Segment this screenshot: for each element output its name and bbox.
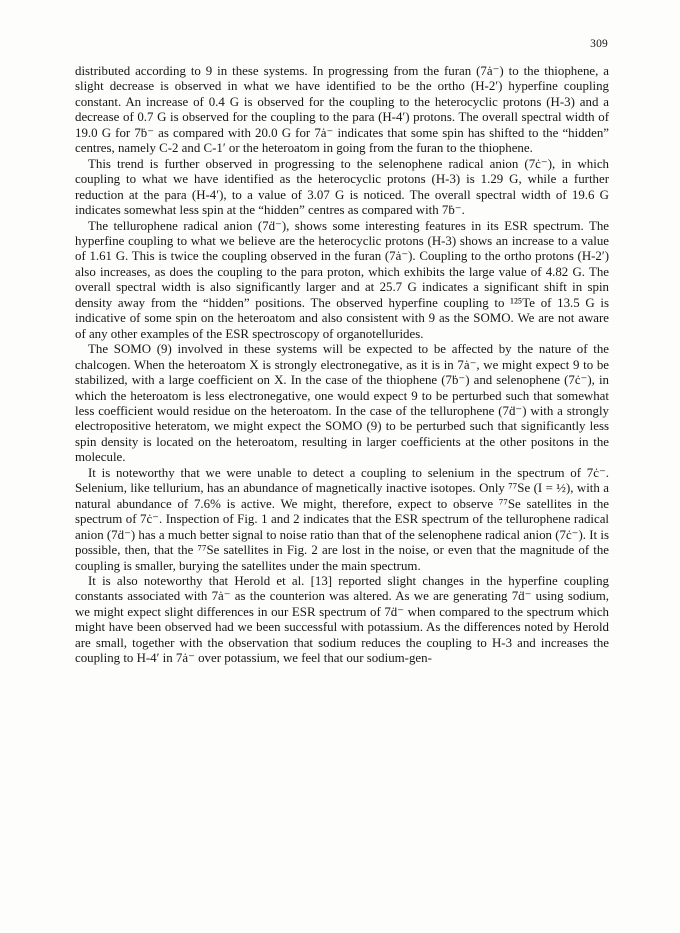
paragraph-1: distributed according to 9 in these systems. In progressing from the furan (7ȧ⁻) to the thiophene, a slight decrease is observed in what we have identified to be the ortho (H-2′) hyperfine coupling constant. An increase of 0.4 G is observed for the coupling to the heterocyclic protons (H-3) and a decrease of 0.7 G is observed for the coupling to the para (H-4′) protons. The overall spectral width of 19.0 G for 7ḃ⁻ as compared with 20.0 G for 7ȧ⁻ indicates that some spin has shifted to the “hidden” centres, namely C-2 and C-1′ or the heteroatom in going from the furan to the thiophene. [75,64,609,156]
paragraph-5: It is noteworthy that we were unable to detect a coupling to selenium in the spectrum of 7ċ⁻. Selenium, like tellurium, has an abundance of magnetically inactive isotopes. Only ⁷⁷Se (I = ½), with a natural abundance of 7.6% is active. We might, therefore, expect to observe ⁷⁷Se satellites in the spectrum of 7ċ⁻. Inspection of Fig. 1 and 2 indicates that the ESR spectrum of the tellurophene radical anion (7ḋ⁻) has a much better signal to noise ratio than that of the selenophene radical anion (7ċ⁻). It is possible, then, that the ⁷⁷Se satellites in Fig. 2 are lost in the noise, or even that the magnitude of the coupling is smaller, burying the satellites under the main spectrum. [75,465,609,573]
page-number: 309 [590,38,608,50]
article-body [75,64,609,667]
paragraph-4: The SOMO (9) involved in these systems will be expected to be affected by the nature of the chalcogen. When the heteroatom X is strongly electronegative, as it is in 7ȧ⁻, we might expect 9 to be stabilized, with a large coefficient on X. In the case of the thiophene (7ḃ⁻) and selenophene (7ċ⁻), in which the heteroatom is less electronegative, one would expect 9 to be perturbed such that somewhat less coefficient would residue on the heteroatom. In the case of the tellurophene (7ḋ⁻) with a strongly electropositive heteratom, we might expect the SOMO (9) to be perturbed such that significantly less spin density is located on the heteroatom, resulting in larger coefficients at the other positons in the molecule. [75,342,609,465]
paragraph-6: It is also noteworthy that Herold et al. [13] reported slight changes in the hyperfine coupling constants associated with 7ȧ⁻ as the counterion was altered. As we are generating 7ḋ⁻ using sodium, we might expect slight differences in our ESR spectrum of 7ḋ⁻ when compared to the spectrum which might have been observed had we been successful with potassium. As the differences noted by Herold are small, together with the observation that sodium reduces the coupling to H-3 and increases the coupling to H-4′ in 7ȧ⁻ over potassium, we feel that our sodium-gen- [75,573,609,666]
paragraph-3: The tellurophene radical anion (7ḋ⁻), shows some interesting features in its ESR spectrum. The hyperfine coupling to what we believe are the heterocyclic protons (H-3) shows an increase to a value of 1.61 G. This is twice the coupling observed in the furan (7ȧ⁻). Coupling to the ortho protons (H-2′) also increases, as does the coupling to the para proton, which exhibits the large value of 4.82 G. The overall spectral width is also significantly larger and at 25.7 G indicates a significant shift in spin density away from the “hidden” positions. The observed hyperfine coupling to ¹²⁵Te of 13.5 G is indicative of some spin on the heteroatom and also consistent with 9 as the SOMO. We are not aware of any other examples of the ESR spectroscopy of organotellurides. [75,218,609,341]
paragraph-2: This trend is further observed in progressing to the selenophene radical anion (7ċ⁻), in which coupling to what we have identified as the heterocyclic protons (H-3) is 1.29 G, while a further reduction at the para (H-4′), to a value of 3.07 G is noticed. The overall spectral width of 19.6 G indicates somewhat less spin at the “hidden” centres as compared with 7ḃ⁻. [75,156,609,218]
